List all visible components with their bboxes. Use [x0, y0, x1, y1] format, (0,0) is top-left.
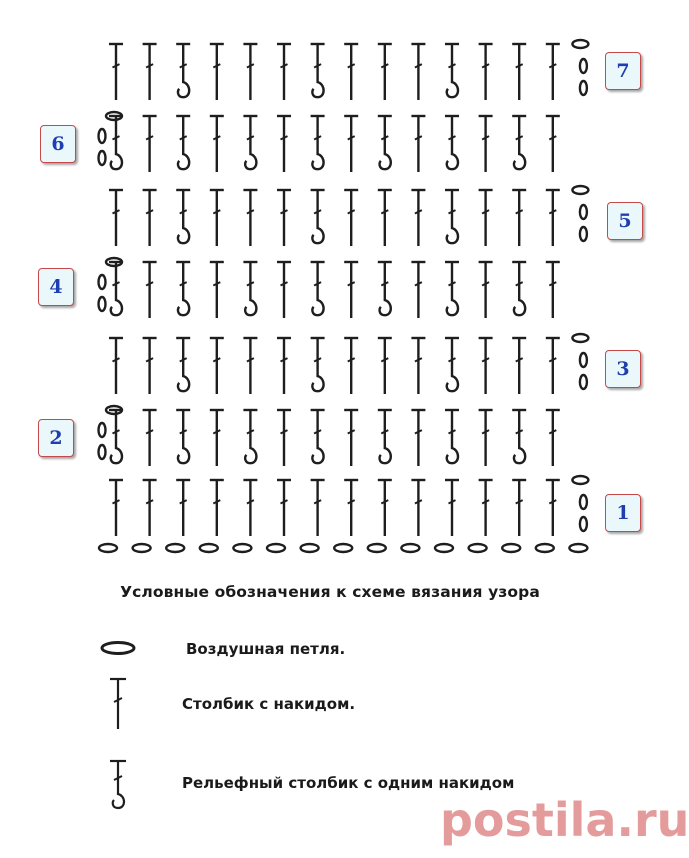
double-crochet-stitch: [546, 44, 560, 100]
double-crochet-stitch: [411, 262, 425, 318]
chain-stitch: [536, 544, 554, 552]
double-crochet-stitch: [143, 410, 157, 466]
double-crochet-stitch: [210, 44, 224, 100]
chain-stitch: [166, 544, 184, 552]
double-crochet-stitch: [546, 338, 560, 394]
double-crochet-stitch: [479, 44, 493, 100]
chart-row-4: [99, 258, 560, 318]
double-crochet-stitch: [109, 338, 123, 394]
double-crochet-stitch: [143, 44, 157, 100]
double-crochet-stitch: [176, 480, 190, 536]
double-crochet-stitch: [109, 44, 123, 100]
turning-chain-row-1: [572, 476, 588, 531]
double-crochet-stitch: [210, 338, 224, 394]
chart-row-2: [99, 406, 560, 466]
double-crochet-stitch: [277, 116, 291, 172]
turning-chain-row-2: [99, 406, 123, 459]
double-crochet-stitch: [143, 190, 157, 246]
front-post-dc-stitch: [109, 262, 123, 315]
double-crochet-stitch: [344, 116, 358, 172]
chain-stitch: [99, 544, 117, 552]
chain-stitch: [435, 544, 453, 552]
turning-chain-row-7: [572, 40, 588, 95]
double-crochet-stitch: [546, 410, 560, 466]
front-post-dc-stitch: [243, 116, 257, 169]
double-crochet-stitch: [143, 116, 157, 172]
double-crochet-stitch: [512, 190, 526, 246]
double-crochet-stitch: [445, 480, 459, 536]
front-post-dc-stitch: [445, 410, 459, 463]
chart-row-5: [109, 186, 588, 246]
front-post-dc-stitch: [109, 410, 123, 463]
double-crochet-stitch: [243, 480, 257, 536]
double-crochet-stitch: [143, 262, 157, 318]
double-crochet-stitch: [479, 410, 493, 466]
double-crochet-stitch: [143, 480, 157, 536]
front-post-dc-symbol-icon: [106, 758, 132, 814]
double-crochet-stitch: [479, 190, 493, 246]
front-post-dc-stitch: [512, 262, 526, 315]
front-post-dc-stitch: [311, 116, 325, 169]
double-crochet-stitch: [243, 338, 257, 394]
front-post-dc-stitch: [445, 262, 459, 315]
legend-title: Условные обозначения к схеме вязания узора: [120, 583, 540, 601]
turning-chain-row-6: [99, 112, 123, 165]
double-crochet-stitch: [378, 480, 392, 536]
row-label-7: 7: [605, 52, 641, 90]
double-crochet-stitch: [411, 410, 425, 466]
double-crochet-symbol-icon: [106, 676, 130, 732]
front-post-dc-stitch: [176, 116, 190, 169]
double-crochet-stitch: [344, 190, 358, 246]
front-post-dc-stitch: [378, 116, 392, 169]
chain-stitch: [569, 544, 587, 552]
front-post-dc-stitch: [445, 44, 459, 97]
chart-row-1: [99, 476, 588, 552]
double-crochet-stitch: [479, 262, 493, 318]
front-post-dc-stitch: [109, 116, 123, 169]
row-label-1: 1: [605, 494, 641, 532]
double-crochet-stitch: [277, 44, 291, 100]
front-post-dc-stitch: [243, 410, 257, 463]
double-crochet-stitch: [344, 480, 358, 536]
front-post-dc-stitch: [176, 410, 190, 463]
row-label-6: 6: [40, 125, 76, 163]
front-post-dc-stitch: [311, 410, 325, 463]
double-crochet-stitch: [512, 44, 526, 100]
watermark: postila.ru: [440, 793, 689, 847]
chain-stitch: [334, 544, 352, 552]
double-crochet-stitch: [277, 480, 291, 536]
double-crochet-stitch: [479, 116, 493, 172]
chain-stitch: [200, 544, 218, 552]
row-label-4: 4: [38, 268, 74, 306]
foundation-chain: [99, 544, 587, 552]
double-crochet-stitch: [109, 190, 123, 246]
double-crochet-stitch: [479, 480, 493, 536]
front-post-dc-stitch: [176, 190, 190, 243]
front-post-dc-stitch: [445, 338, 459, 391]
chain-stitch: [469, 544, 487, 552]
chain-stitch-symbol-icon: [98, 638, 142, 658]
double-crochet-stitch: [243, 190, 257, 246]
row-label-5: 5: [607, 202, 643, 240]
chain-stitch: [401, 544, 419, 552]
front-post-dc-stitch: [512, 410, 526, 463]
double-crochet-stitch: [411, 190, 425, 246]
double-crochet-stitch: [512, 338, 526, 394]
chart-row-7: [109, 40, 588, 100]
row-label-3: 3: [605, 350, 641, 388]
legend-fpdc-label: Рельефный столбик с одним накидом: [182, 774, 515, 792]
double-crochet-stitch: [277, 190, 291, 246]
front-post-dc-stitch: [378, 262, 392, 315]
chain-stitch: [233, 544, 251, 552]
chain-stitch: [502, 544, 520, 552]
double-crochet-stitch: [411, 480, 425, 536]
front-post-dc-stitch: [445, 116, 459, 169]
double-crochet-stitch: [411, 44, 425, 100]
legend-chain-label: Воздушная петля.: [186, 640, 346, 658]
chain-stitch: [301, 544, 319, 552]
double-crochet-stitch: [344, 410, 358, 466]
front-post-dc-stitch: [445, 190, 459, 243]
double-crochet-stitch: [210, 480, 224, 536]
double-crochet-stitch: [277, 410, 291, 466]
front-post-dc-stitch: [512, 116, 526, 169]
double-crochet-stitch: [210, 190, 224, 246]
chain-stitch: [133, 544, 151, 552]
double-crochet-stitch: [378, 338, 392, 394]
double-crochet-stitch: [411, 116, 425, 172]
front-post-dc-stitch: [176, 44, 190, 97]
double-crochet-stitch: [546, 480, 560, 536]
double-crochet-stitch: [210, 410, 224, 466]
front-post-dc-stitch: [311, 338, 325, 391]
chain-stitch: [368, 544, 386, 552]
chain-stitch: [267, 544, 285, 552]
front-post-dc-stitch: [311, 190, 325, 243]
chart-row-3: [109, 334, 588, 394]
double-crochet-stitch: [378, 44, 392, 100]
turning-chain-row-4: [99, 258, 123, 311]
double-crochet-stitch: [411, 338, 425, 394]
turning-chain-row-3: [572, 334, 588, 389]
double-crochet-stitch: [277, 262, 291, 318]
double-crochet-stitch: [512, 480, 526, 536]
row-label-2: 2: [38, 419, 74, 457]
double-crochet-stitch: [311, 480, 325, 536]
double-crochet-stitch: [344, 44, 358, 100]
double-crochet-stitch: [210, 262, 224, 318]
double-crochet-stitch: [143, 338, 157, 394]
front-post-dc-stitch: [311, 262, 325, 315]
double-crochet-stitch: [378, 190, 392, 246]
chart-row-6: [99, 112, 560, 172]
double-crochet-stitch: [546, 262, 560, 318]
legend-dc-label: Столбик с накидом.: [182, 695, 356, 713]
front-post-dc-stitch: [243, 262, 257, 315]
double-crochet-stitch: [277, 338, 291, 394]
front-post-dc-stitch: [176, 262, 190, 315]
turning-chain-row-5: [572, 186, 588, 241]
front-post-dc-stitch: [378, 410, 392, 463]
front-post-dc-stitch: [311, 44, 325, 97]
double-crochet-stitch: [243, 44, 257, 100]
double-crochet-stitch: [210, 116, 224, 172]
double-crochet-stitch: [344, 338, 358, 394]
double-crochet-stitch: [546, 190, 560, 246]
front-post-dc-stitch: [176, 338, 190, 391]
double-crochet-stitch: [546, 116, 560, 172]
double-crochet-stitch: [479, 338, 493, 394]
double-crochet-stitch: [344, 262, 358, 318]
double-crochet-stitch: [109, 480, 123, 536]
